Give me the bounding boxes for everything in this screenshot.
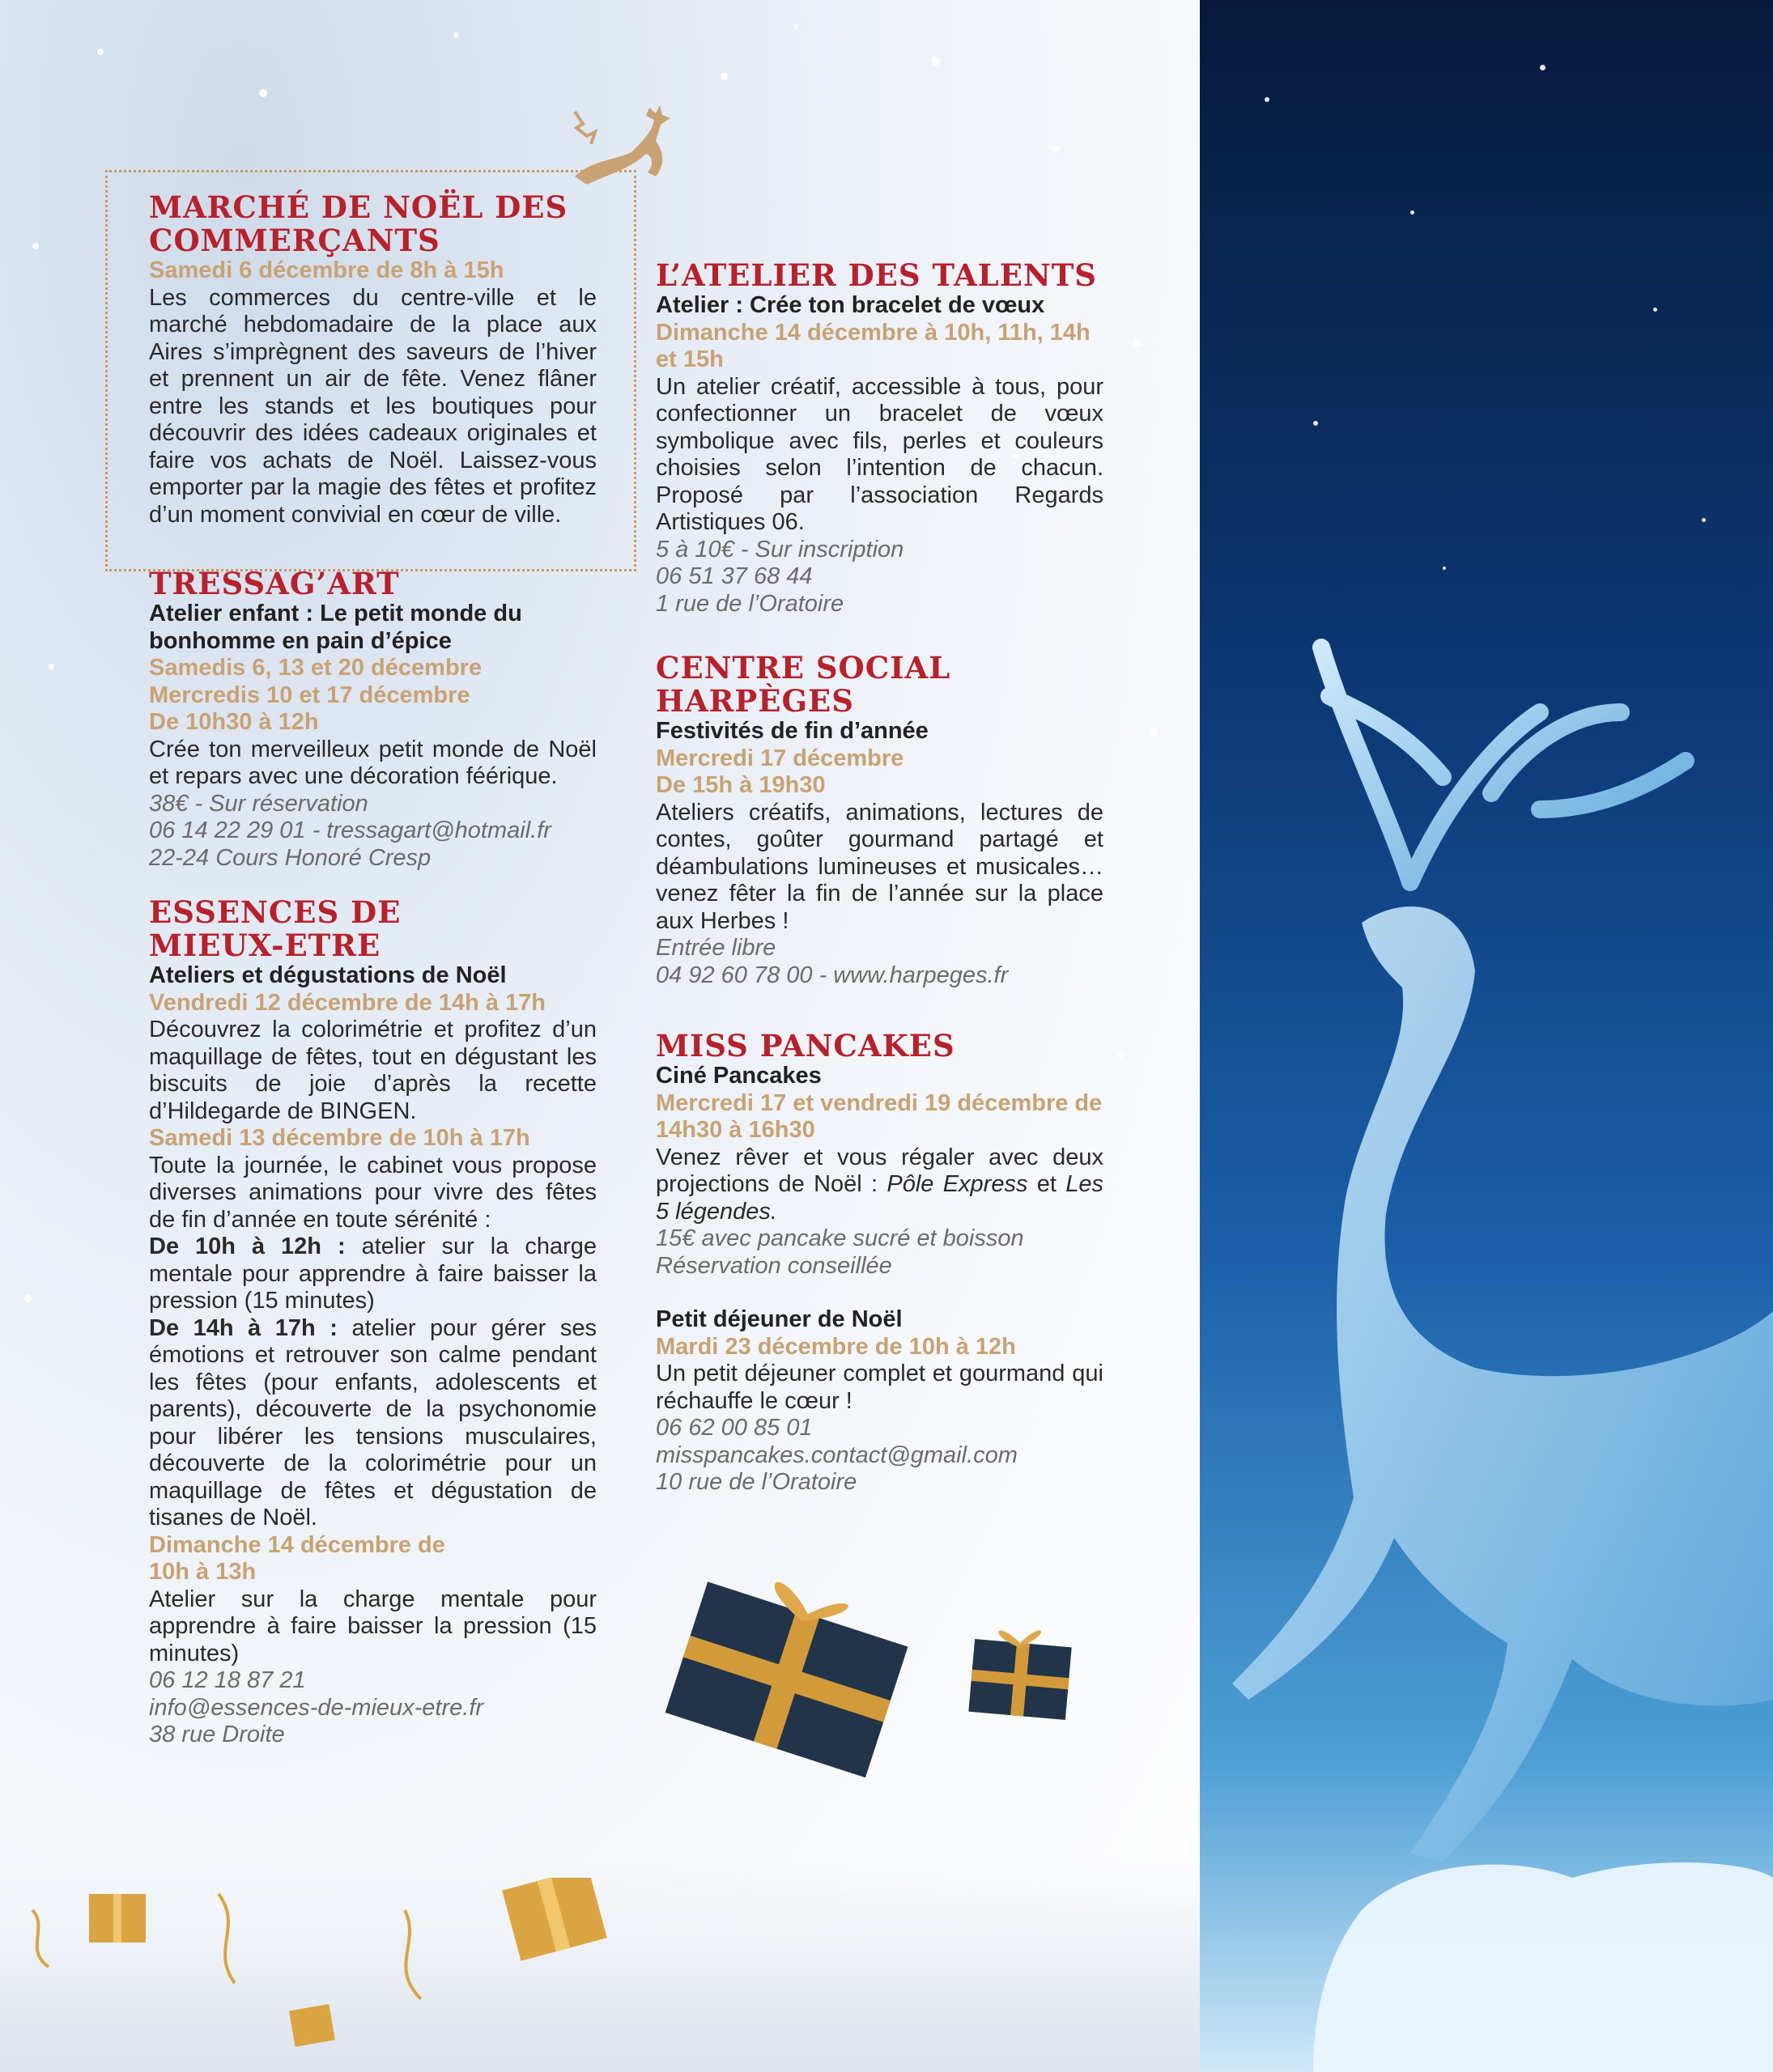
talents-price: 5 à 10€ - Sur inscription: [656, 536, 904, 563]
harpeges-subtitle: Festivités de fin d’année: [656, 718, 929, 744]
harpeges-contact[interactable]: 04 92 60 78 00 - www.harpeges.fr: [656, 962, 1009, 988]
section-harpeges: [656, 652, 1103, 989]
pancakes-reservation: Réservation conseillée: [656, 1252, 892, 1279]
essences-date3: Dimanche 14 décembre de 10h à 13h: [149, 1531, 445, 1585]
tressagart-date1: Samedis 6, 13 et 20 décembre: [149, 655, 483, 681]
section-talents: [656, 259, 1103, 618]
essences-slot1-label: De 10h à 12h :: [149, 1233, 346, 1259]
essences-title: ESSENCES DE MIEUX-ETRE: [149, 894, 402, 963]
background-ice-reindeer: [1200, 0, 1773, 2072]
pancakes-email[interactable]: misspancakes.contact@gmail.com: [656, 1441, 1018, 1468]
section-marche: [149, 191, 597, 529]
harpeges-date1: Mercredi 17 décembre: [656, 745, 904, 771]
pancakes-date2: Mardi 23 décembre de 10h à 12h: [656, 1333, 1016, 1360]
talents-text: Un atelier créatif, accessible à tous, pour confectionner un bracelet de vœux symbolique avec fils, perles et couleurs choisies selon l’intention de chacun. Proposé par l’association Regards Artistiques 06.: [656, 373, 1103, 535]
gift-icon: [648, 1562, 1133, 1805]
harpeges-entry: Entrée libre: [656, 935, 776, 961]
pancakes-subtitle1: Ciné Pancakes: [656, 1063, 822, 1089]
pancakes-date1: Mercredi 17 et vendredi 19 décembre de 14h30 à 16h30: [656, 1089, 1103, 1143]
marche-title: MARCHÉ DE NOËL DES COMMERÇANTS: [149, 189, 568, 258]
tressagart-date2: Mercredis 10 et 17 décembre: [149, 681, 470, 708]
talents-title: L’ATELIER DES TALENTS: [656, 257, 1097, 293]
pancakes-text2: Un petit déjeuner complet et gourmand qui réchauffe le cœur !: [656, 1361, 1103, 1414]
harpeges-date2: De 15h à 19h30: [656, 772, 826, 798]
tressagart-contact[interactable]: 06 14 22 29 01 - tressagart@hotmail.fr: [149, 817, 551, 843]
tressagart-address: 22-24 Cours Honoré Cresp: [149, 844, 432, 871]
tressagart-text: Crée ton merveilleux petit monde de Noël et repars avec une décoration féérique.: [149, 736, 597, 789]
pancakes-text1: [656, 1144, 1103, 1226]
gold-gifts-icon: [16, 1878, 664, 2064]
essences-slot2-text: atelier pour gérer ses émotions et retrouver son calme pendant les fêtes (pour enfants, adolescents et parents), découverte de la psychonomie pour libérer les tensions musculaires, découverte de la colorimétrie pour un maquillage de fêtes et dégustation de tisanes de Noël.: [149, 1314, 597, 1531]
pancakes-address: 10 rue de l’Oratoire: [656, 1469, 857, 1495]
pancakes-subtitle2: Petit déjeuner de Noël: [656, 1306, 903, 1332]
tressagart-subtitle: Atelier enfant : Le petit monde du bonhomme en pain d’épice: [149, 601, 522, 654]
essences-phone[interactable]: 06 12 18 87 21: [149, 1667, 306, 1693]
harpeges-text: Ateliers créatifs, animations, lectures de contes, goûter gourmand partagé et déambulations lumineuses et musicales… venez fêter la fin de l’année sur la place aux Herbes !: [656, 799, 1103, 934]
section-pancakes: [656, 1030, 1103, 1497]
section-essences: [149, 896, 597, 1749]
talents-phone[interactable]: 06 51 37 68 44: [656, 563, 813, 589]
essences-slot1: [149, 1233, 597, 1315]
essences-subtitle: Ateliers et dégustations de Noël: [149, 962, 507, 988]
essences-text1: Découvrez la colorimétrie et profitez d’un maquillage de fêtes, tout en dégustant les biscuits de joie d’après la recette d’Hildegarde de BINGEN.: [149, 1017, 597, 1124]
section-tressagart: [149, 567, 597, 872]
essences-email[interactable]: info@essences-de-mieux-etre.fr: [149, 1694, 484, 1721]
talents-subtitle: Atelier : Crée ton bracelet de vœux: [656, 292, 1045, 318]
reindeer-icon: [559, 104, 672, 193]
tressagart-date3: De 10h30 à 12h: [149, 709, 319, 735]
tressagart-price: 38€ - Sur réservation: [149, 790, 368, 817]
pancakes-price: 15€ avec pancake sucré et boisson: [656, 1225, 1024, 1251]
tressagart-title: TRESSAG’ART: [149, 566, 400, 601]
column-right: [656, 259, 1103, 1521]
pancakes-film2: Les 5 légendes.: [656, 1171, 1103, 1225]
essences-date1: Vendredi 12 décembre de 14h à 17h: [149, 989, 546, 1016]
essences-address: 38 rue Droite: [149, 1722, 285, 1747]
essences-slot2-label: De 14h à 17h :: [149, 1314, 338, 1341]
talents-address: 1 rue de l’Oratoire: [656, 590, 844, 617]
harpeges-title: CENTRE SOCIAL HARPÈGES: [656, 650, 951, 719]
essences-date2: Samedi 13 décembre de 10h à 17h: [149, 1125, 530, 1151]
pancakes-text1b: et: [1027, 1171, 1066, 1197]
column-left: [149, 191, 597, 1773]
essences-text2: Toute la journée, le cabinet vous propose diverses animations pour vivre des fêtes de fin d’année en toute sérénité :: [149, 1152, 597, 1233]
marche-text: Les commerces du centre-ville et le marché hebdomadaire de la place aux Aires s’imprègnent des saveurs de l’hiver et prennent un air de fête. Venez flâner entre les stands et les boutiques pour découvrir des idées cadeaux originales et faire vos achats de Noël. Laissez-vous emporter par la magie des fêtes et profitez d’un moment convivial en cœur de ville.: [149, 284, 597, 528]
essences-slot1-text: atelier sur la charge mentale pour apprendre à faire baisser la pression (15 minutes): [149, 1233, 597, 1314]
pancakes-film1: Pôle Express: [886, 1171, 1028, 1197]
marche-date: Samedi 6 décembre de 8h à 15h: [149, 257, 504, 283]
pancakes-title: MISS PANCAKES: [656, 1028, 955, 1064]
talents-date: Dimanche 14 décembre à 10h, 11h, 14h et 15h: [656, 319, 1091, 372]
pancakes-phone[interactable]: 06 62 00 85 01: [656, 1415, 813, 1441]
essences-text3: Atelier sur la charge mentale pour apprendre à faire baisser la pression (15 minutes): [149, 1586, 597, 1667]
ice-reindeer-icon: [1200, 0, 1773, 2072]
pancakes-text1a: Venez rêver et vous régaler avec deux projections de Noël :: [656, 1144, 1103, 1197]
essences-slot2: [149, 1315, 597, 1532]
